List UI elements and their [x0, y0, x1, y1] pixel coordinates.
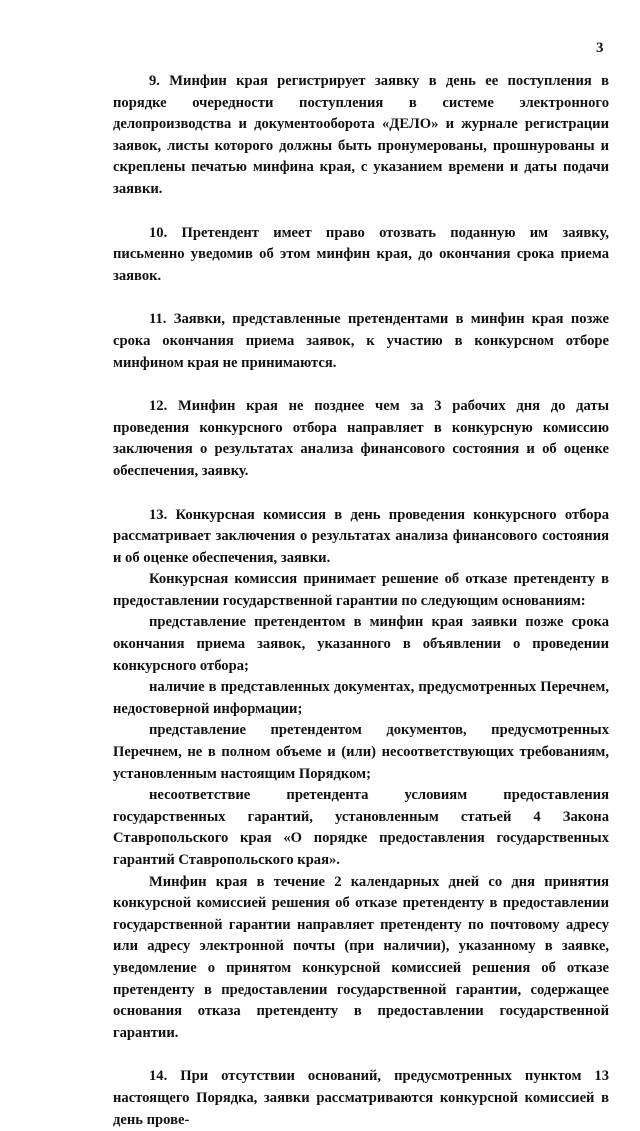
page-number: 3 — [596, 40, 604, 56]
paragraph-gap — [113, 201, 609, 223]
paragraph-13-refusal-intro: Конкурсная комиссия принимает решение об отказе претенденту в предоставлении государственной гарантии по следующим основаниям: — [113, 571, 609, 609]
paragraph-13-ground-noncompliance: несоответствие претендента условиям предоставления государственных гарантий, установленным статьей 4 Закона Ставропольского края «О порядке предоставления государственных гарантий Ставропольского края». — [113, 787, 609, 868]
paragraph-11: 11. Заявки, представленные претендентами в минфин края позже срока окончания приема заявок, к участию в конкурсном отборе минфином края не принимаются. — [113, 311, 609, 371]
paragraph-gap — [113, 374, 609, 396]
paragraph-13-notification: Минфин края в течение 2 календарных дней со дня принятия конкурсной комиссией решения об отказе претенденту в предоставлении государственной гарантии направляет претенденту по почтовому адресу или адресу электронной почты (при наличии), указанному в заявке, уведомление о принятом конкурсной комиссией решения об отказе претенденту в предоставлении государственной гарантии, содержащее основания отказа претенденту в предоставлении государственной гарантии. — [113, 873, 609, 1041]
paragraph-12: 12. Минфин края не позднее чем за 3 рабочих дня до даты проведения конкурсного отбора направляет в конкурсную комиссию заключения о результатах анализа финансового состояния и об оценке обеспечения, заявку. — [113, 398, 609, 479]
paragraph-10: 10. Претендент имеет право отозвать поданную им заявку, письменно уведомив об этом минфин края, до окончания срока приема заявок. — [113, 224, 609, 284]
paragraph-9: 9. Минфин края регистрирует заявку в день ее поступления в порядке очередности поступления в системе электронного делопроизводства и документооборота «ДЕЛО» и журнале регистрации заявок, листы которого должны быть пронумерованы, прошнурованы и скреплены печатью минфина края, с указанием времени и даты подачи заявки. — [113, 73, 609, 197]
document-body — [113, 71, 609, 1131]
paragraph-gap — [113, 287, 609, 309]
paragraph-13-ground-late-submission: представление претендентом в минфин края заявки позже срока окончания приема заявок, указанного в объявлении о проведении конкурсного отбора; — [113, 614, 609, 674]
paragraph-13: 13. Конкурсная комиссия в день проведения конкурсного отбора рассматривает заключения о результатах анализа финансового состояния и об оценке обеспечения, заявки. — [113, 506, 609, 566]
paragraph-14: 14. При отсутствии оснований, предусмотренных пунктом 13 настоящего Порядка, заявки рассматриваются конкурсной комиссией в день прове- — [113, 1068, 609, 1128]
paragraph-13-ground-false-information: наличие в представленных документах, предусмотренных Перечнем, недостоверной информации; — [113, 679, 609, 717]
paragraph-13-ground-incomplete-documents: представление претендентом документов, предусмотренных Перечнем, не в полном объеме и (или) несоответствующих требованиям, установленным настоящим Порядком; — [113, 722, 609, 782]
paragraph-gap — [113, 1044, 609, 1066]
paragraph-gap — [113, 483, 609, 505]
